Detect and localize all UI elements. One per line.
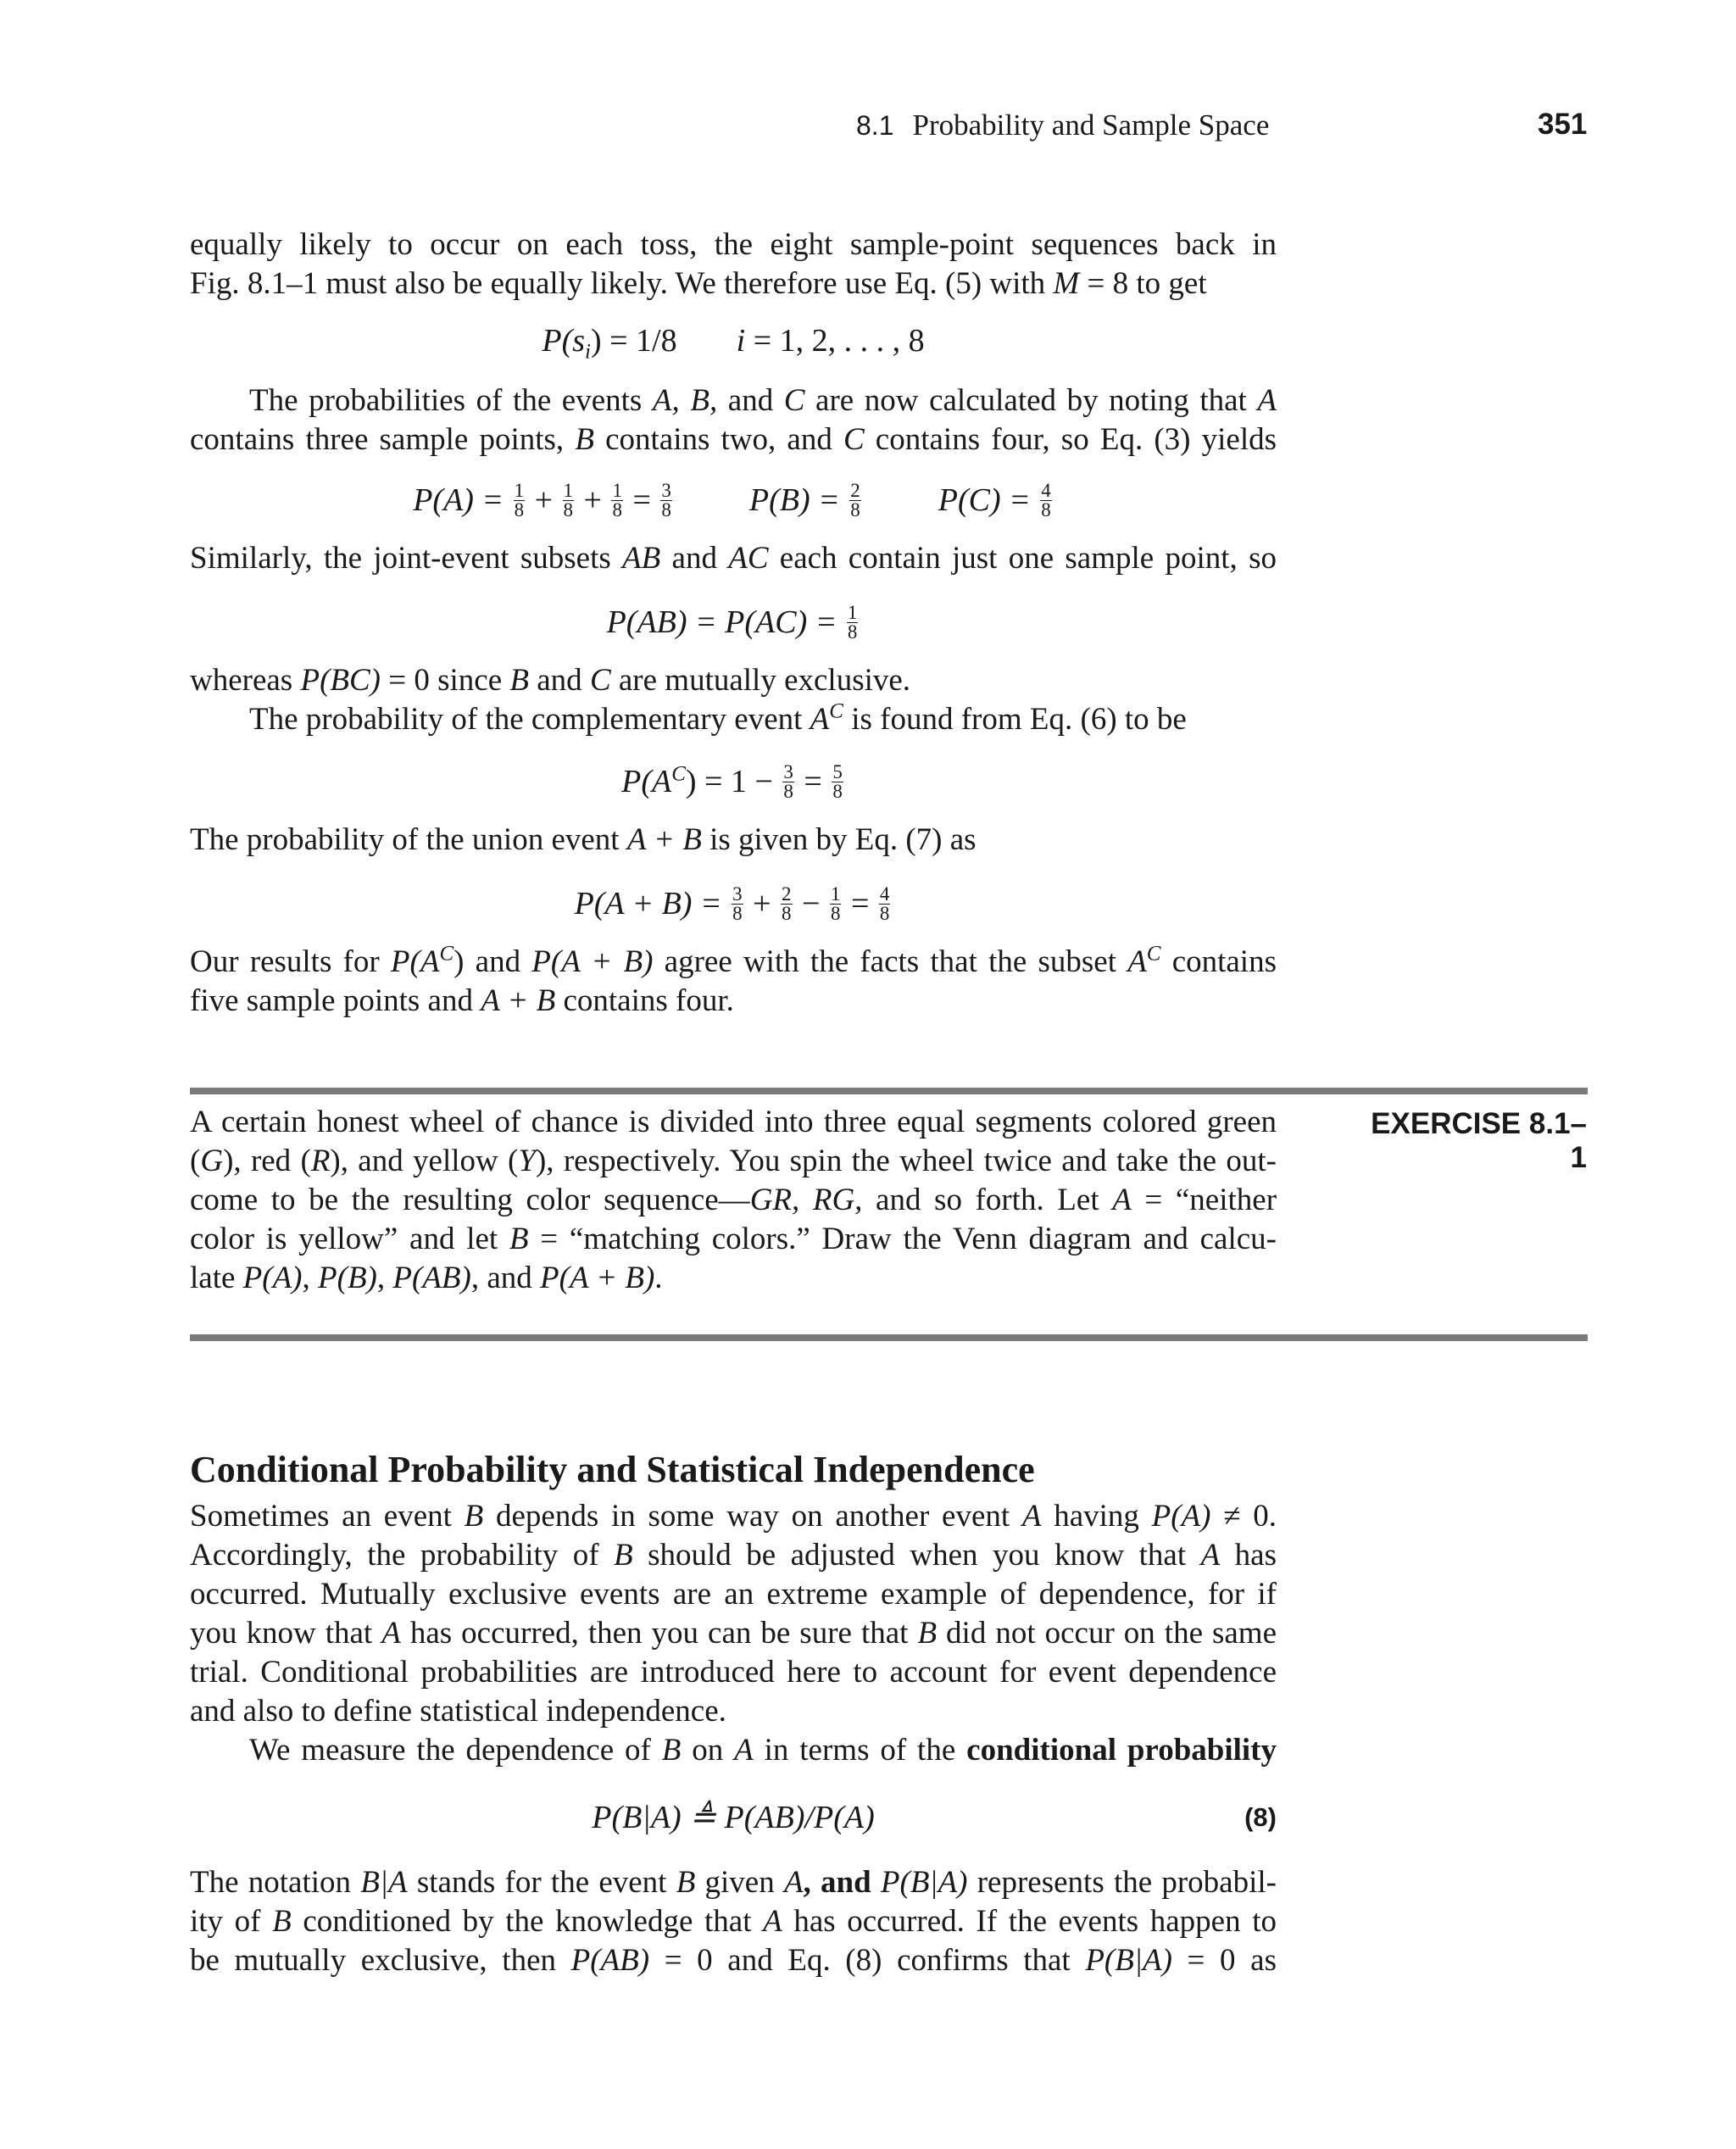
exercise-bottom-rule: [190, 1334, 1588, 1341]
running-header: [856, 109, 1269, 142]
paragraph-union: [190, 821, 1277, 860]
equation-joint-probability: P(AB) = P(AC) = $\frac{1}{8}$: [606, 601, 858, 643]
equation-sample-point-probability: $P(s_i) = 1/8$ i = 1, 2, . . . , 8: [542, 323, 925, 364]
fraction: $\frac{1}{8}$: [847, 601, 858, 643]
text-line: trial. Conditional probabilities are introduced here to account for event dependence: [190, 1655, 1277, 1690]
exercise-text: [190, 1103, 1277, 1298]
paragraph-dependence: [190, 1497, 1277, 1770]
text-line: Fig. 8.1–1 must also be equally likely. We therefore use Eq. (5) with M = 8 to get: [190, 266, 1207, 301]
exercise-label: EXERCISE 8.1–1: [1371, 1107, 1587, 1174]
fraction: $\frac{2}{8}$: [782, 882, 792, 924]
fraction: $\frac{3}{8}$: [783, 760, 793, 802]
text-line: color is yellow” and let B = “matching colors.” Draw the Venn diagram and calcu-: [190, 1222, 1277, 1256]
paragraph-intro: [190, 225, 1277, 303]
fraction: $\frac{3}{8}$: [732, 882, 743, 924]
equation-union: P(A + B) = $\frac{3}{8}$ + $\frac{2}{8}$ − $\frac{1}{8}$ = $\frac{4}{8}$: [574, 882, 890, 924]
text-line: Similarly, the joint-event subsets AB and AC each contain just one sample point, so: [190, 541, 1277, 576]
text-line: We measure the dependence of B on A in terms of the conditional probability: [249, 1733, 1277, 1768]
fraction: $\frac{1}{8}$: [563, 479, 574, 521]
fraction: $\frac{4}{8}$: [1041, 479, 1051, 521]
text-line: The notation B|A stands for the event B given A, and P(B|A) represents the probabil-: [190, 1865, 1277, 1900]
paragraph-results: [190, 943, 1277, 1021]
fraction: $\frac{1}{8}$: [830, 882, 841, 924]
equation-expression: P(B|A) ≜ P(AB)/P(A): [592, 1800, 875, 1835]
fraction: $\frac{1}{8}$: [514, 479, 525, 521]
text-line: come to be the resulting color sequence—GR, RG, and so forth. Let A = “neither: [190, 1183, 1277, 1217]
text-line: occurred. Mutually exclusive events are an extreme example of dependence, for if: [190, 1577, 1277, 1612]
exercise-top-rule: [190, 1088, 1588, 1094]
equation-8-conditional-probability: [190, 1795, 1277, 1840]
text-line: be mutually exclusive, then P(AB) = 0 and Eq. (8) confirms that P(B|A) = 0 as: [190, 1943, 1277, 1978]
equation-event-probabilities: P(A) = $\frac{1}{8}$ + $\frac{1}{8}$ + $\frac{1}{8}$ = $\frac{3}{8}$ P(B) = $\frac{2}{8}$ P(C) = $\frac{4}{8}$: [413, 479, 1051, 521]
text-line: five sample points and A + B contains four.: [190, 983, 734, 1018]
text-line: (G), red (R), and yellow (Y), respectively. You spin the wheel twice and take the out-: [190, 1144, 1277, 1178]
paragraph-joint-events: [190, 539, 1277, 578]
text-line: ity of B conditioned by the knowledge that A has occurred. If the events happen to: [190, 1904, 1277, 1939]
text-line: late P(A), P(B), P(AB), and P(A + B).: [190, 1261, 663, 1295]
fraction: $\frac{4}{8}$: [879, 882, 890, 924]
text-line: The probability of the complementary event $A^C$ is found from Eq. (6) to be: [249, 699, 1187, 737]
page-number: 351: [1538, 108, 1588, 141]
text-line: The probabilities of the events A, B, and C are now calculated by noting that A: [249, 383, 1277, 418]
text-line: equally likely to occur on each toss, the eight sample-point sequences back in: [190, 227, 1277, 262]
equation-number: (8): [1244, 1802, 1277, 1832]
paragraph-event-probabilities: [190, 381, 1277, 459]
text-line: Our results for $P(A^C)$ and P(A + B) agree with the facts that the subset $A^C$ contains: [190, 942, 1277, 979]
text-line: and also to define statistical independence.: [190, 1694, 726, 1729]
text-line: whereas P(BC) = 0 since B and C are mutually exclusive.: [190, 663, 911, 698]
text-line: A certain honest wheel of chance is divided into three equal segments colored green: [190, 1105, 1277, 1139]
fraction: $\frac{2}{8}$: [850, 479, 860, 521]
text-line: contains three sample points, B contains two, and C contains four, so Eq. (3) yields: [190, 422, 1277, 457]
text-line: you know that A has occurred, then you can be sure that B did not occur on the same: [190, 1616, 1277, 1651]
fraction: $\frac{3}{8}$: [661, 479, 671, 521]
fraction: $\frac{5}{8}$: [832, 760, 843, 802]
fraction: $\frac{1}{8}$: [612, 479, 622, 521]
paragraph-notation: [190, 1863, 1277, 1980]
paragraph-complement: [190, 661, 1277, 739]
section-heading: Conditional Probability and Statistical Independence: [190, 1449, 1035, 1490]
section-title: Probability and Sample Space: [912, 109, 1270, 142]
text-line: Sometimes an event B depends in some way on another event A having P(A) ≠ 0.: [190, 1499, 1277, 1534]
equation-complement: $P(A^C) = 1$ − $\frac{3}{8}$ = $\frac{5}{8}$: [621, 760, 843, 802]
section-number: 8.1: [856, 110, 894, 141]
text-line: Accordingly, the probability of B should be adjusted when you know that A has: [190, 1538, 1277, 1573]
text-line: The probability of the union event A + B is given by Eq. (7) as: [190, 822, 976, 857]
